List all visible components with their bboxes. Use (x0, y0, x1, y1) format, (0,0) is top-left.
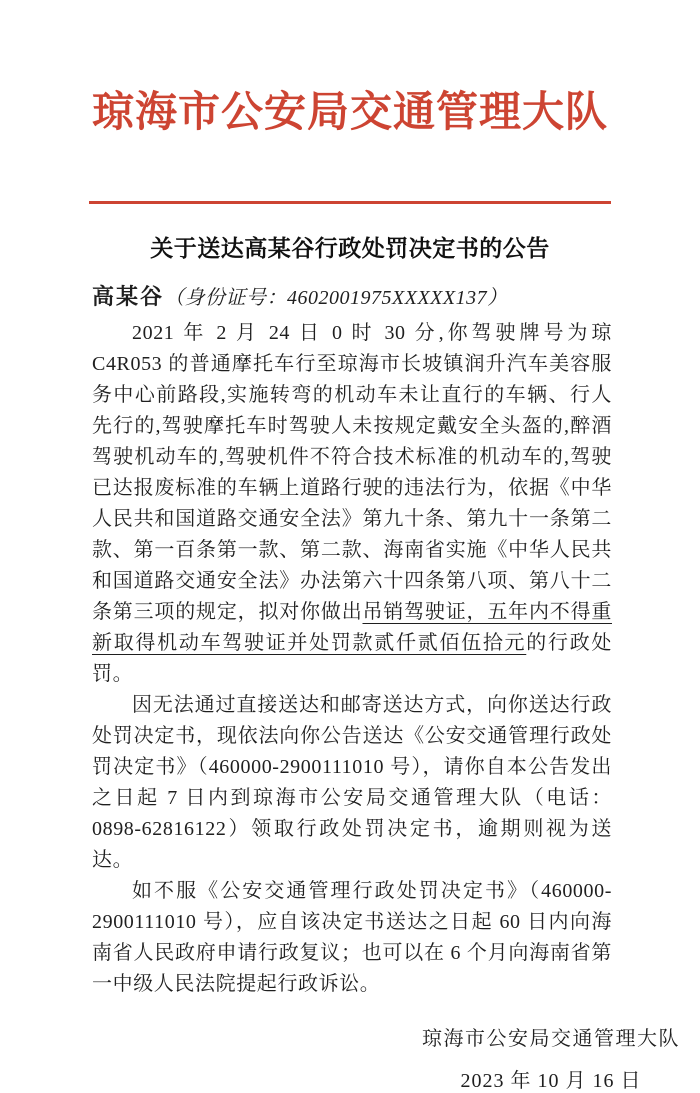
recipient-id: （身份证号：4602001975XXXXX137） (164, 286, 508, 309)
document-page (0, 86, 700, 1092)
red-rule-divider (89, 201, 611, 204)
document-body (0, 281, 700, 1000)
recipient-name: 高某谷 (92, 283, 165, 309)
signature-date: 2023 年 10 月 16 日 (460, 1069, 642, 1092)
violation-text-post: 的行政处罚。 (92, 631, 613, 685)
paragraph-violation (92, 318, 612, 690)
penalty-underlined-text: 吊销驾驶证，五年内不得重新取得机动车驾驶证并处罚款贰仟贰佰伍拾元 (92, 600, 612, 654)
violation-text-pre: 2021 年 2 月 24 日 0 时 30 分,你驾驶牌号为琼 C4R053 的普通摩托车行至琼海市长坡镇润升汽车美容服务中心前路段,实施转弯的机动车未让直行的车辆、行人先行的,驾驶摩托车时驾驶人未按规定戴安全头盔的,醉酒驾驶机动车的,驾驶机件不符合技术标准的机动车的,驾驶已达报废标准的车辆上道路行驶的违法行为，依据《中华人民共和国道路交通安全法》第九十条、第九十一条第二款、第一百条第一款、第二款、海南省实施《中华人民共和国道路交通安全法》办法第六十四条第八项、第八十二条第三项的规定，拟对你做出 (92, 321, 612, 623)
notice-title: 关于送达高某谷行政处罚决定书的公告 (150, 235, 550, 261)
recipient-line (92, 281, 612, 314)
signature-block (0, 1022, 700, 1093)
paragraph-appeal-rights: 如不服《公安交通管理行政处罚决定书》（460000-2900111010 号），应自该决定书送达之日起 60 日内向海南省人民政府申请行政复议；也可以在 6 个月向海南省第一中级人民法院提起行政诉讼。 (92, 879, 612, 995)
signature-agency: 琼海市公安局交通管理大队 (422, 1027, 680, 1050)
signature-inner (422, 1022, 680, 1093)
agency-header: 琼海市公安局交通管理大队 (91, 90, 608, 136)
paragraph-service-notice: 因无法通过直接送达和邮寄送达方式，向你送达行政处罚决定书，现依法向你公告送达《公安交通管理行政处罚决定书》（460000-2900111010 号），请你自本公告发出之日起 7 日内到琼海市公安局交通管理大队（电话：0898-62816122）领取行政处罚决定书，逾期则视为送达。 (92, 693, 612, 871)
